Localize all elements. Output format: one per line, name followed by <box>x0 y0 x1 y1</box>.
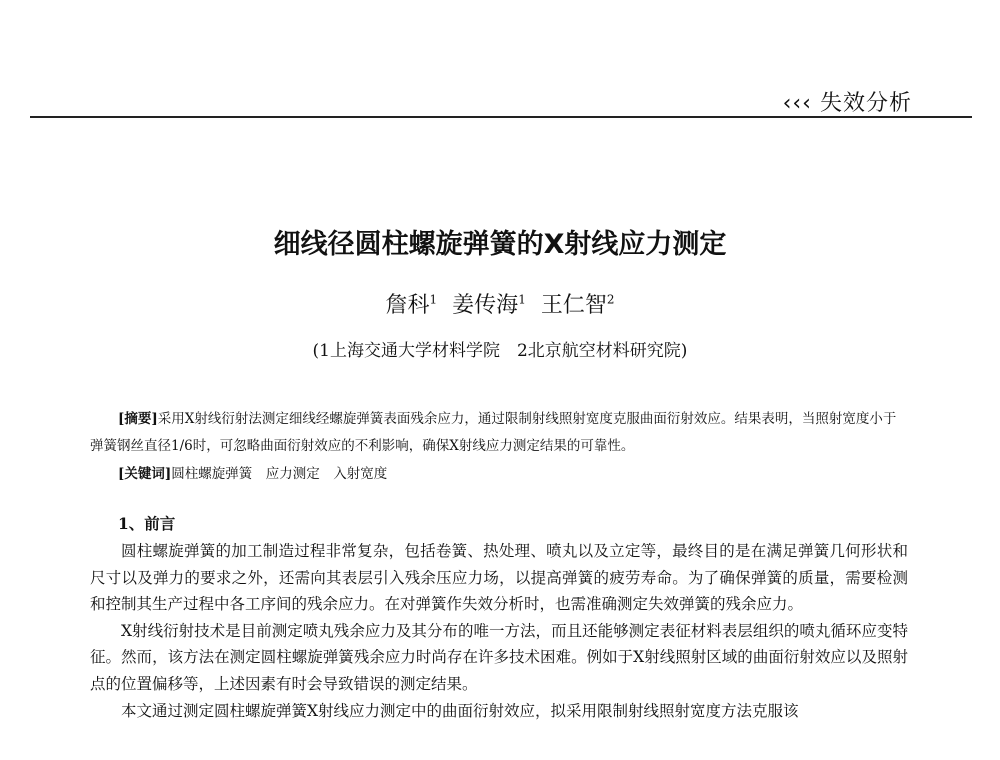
author-list <box>0 288 1000 319</box>
abstract <box>90 406 908 460</box>
keywords-label: [关键词] <box>118 466 172 482</box>
author: 姜传海$^1$ <box>452 292 526 318</box>
header-divider <box>30 116 972 118</box>
section-header <box>783 86 912 117</box>
paper-title: 细线径圆柱螺旋弹簧的X射线应力测定 <box>273 229 727 260</box>
paragraph: X射线衍射技术是目前测定喷丸残余应力及其分布的唯一方法，而且还能够测定表征材料表层组织的喷丸循环应变特征。然而，该方法在测定圆柱螺旋弹簧残余应力时尚存在许多技术困难。例如于X射线照射区域的曲面衍射效应以及照射点的位置偏移等，上述因素有时会导致错误的测定结果。 <box>90 621 908 693</box>
keywords-text: 圆柱螺旋弹簧 应力测定 入射宽度 <box>171 466 388 482</box>
paragraph: 圆柱螺旋弹簧的加工制造过程非常复杂，包括卷簧、热处理、喷丸以及立定等，最终目的是在满足弹簧几何形状和尺寸以及弹力的要求之外，还需向其表层引入残余压应力场，以提高弹簧的疲劳寿命。为了确保弹簧的质量，需要检测和控制其生产过程中各工序间的残余应力。在对弹簧作失效分析时，也需准确测定失效弹簧的残余应力。 <box>90 542 908 614</box>
section-heading: 1、前言 <box>118 514 176 533</box>
author: 王仁智$^2$ <box>540 292 615 318</box>
section-label: 失效分析 <box>819 91 912 116</box>
paragraph: 本文通过测定圆柱螺旋弹簧X射线应力测定中的曲面衍射效应，拟采用限制射线照射宽度方法克服该 <box>121 701 799 720</box>
section-body <box>90 538 908 724</box>
affiliation: (1上海交通大学材料学院 2北京航空材料研究院) <box>312 341 688 361</box>
abstract-label: [摘要] <box>118 411 158 427</box>
keywords <box>118 462 387 482</box>
chevron-left-icon: ‹‹‹ <box>782 91 812 116</box>
author: 詹科$^1$ <box>385 292 438 318</box>
abstract-text: 采用X射线衍射法测定细线经螺旋弹簧表面残余应力，通过限制射线照射宽度克服曲面衍射效应。结果表明，当照射宽度小于弹簧钢丝直径1/6时，可忽略曲面衍射效应的不利影响，确保X射线应力测定结果的可靠性。 <box>90 411 897 454</box>
